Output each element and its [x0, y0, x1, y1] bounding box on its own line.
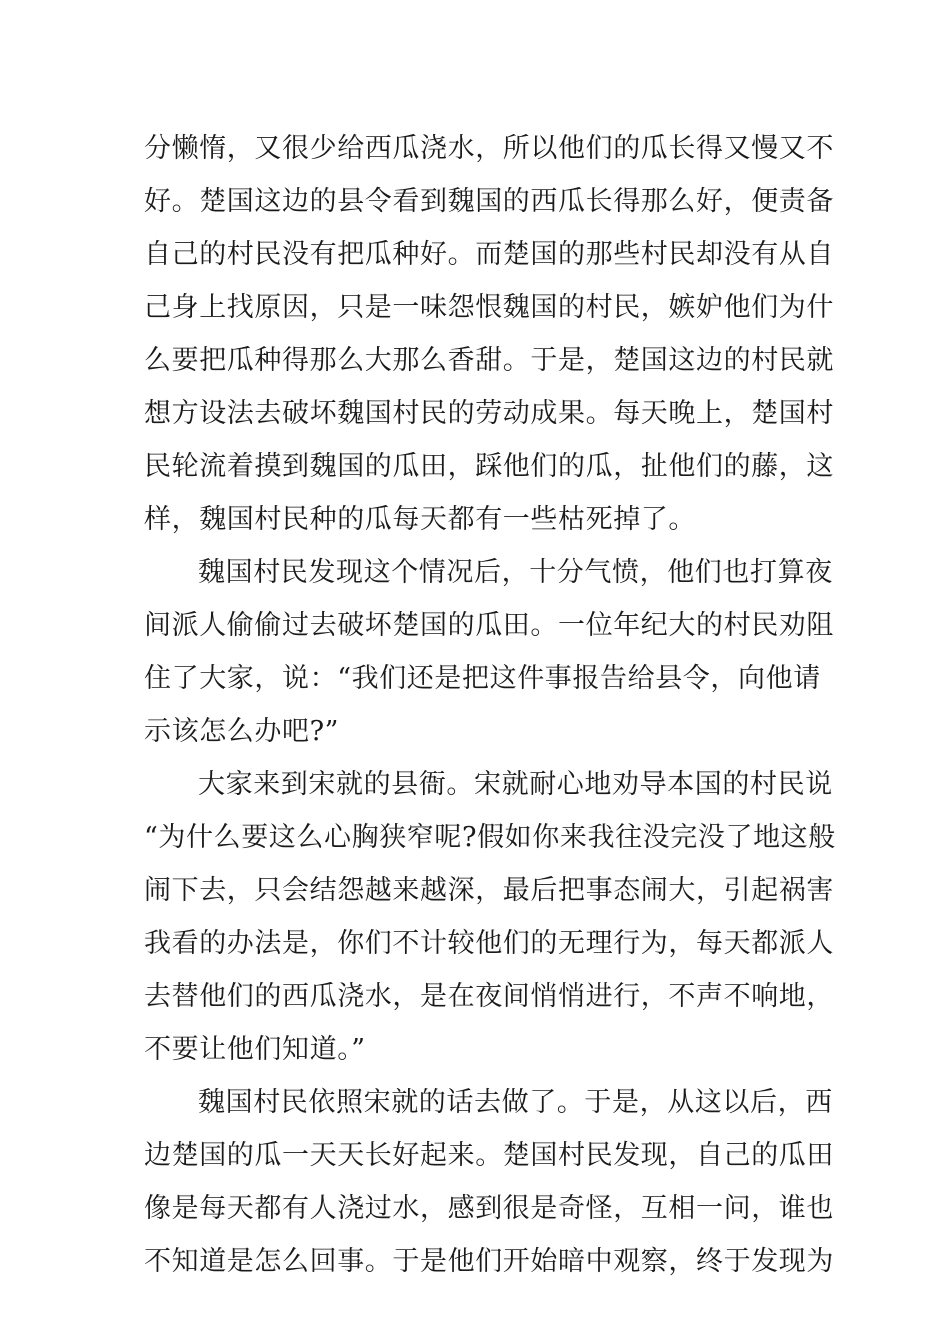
- text-line: 己身上找原因，只是一味怨恨魏国的村民，嫉妒他们为什: [144, 292, 834, 323]
- text-line: 间派人偷偷过去破坏楚国的瓜田。一位年纪大的村民劝阻: [144, 610, 834, 641]
- text-line: 想方设法去破坏魏国村民的劳动成果。每天晚上，楚国村: [144, 398, 834, 429]
- paragraph: [144, 1076, 834, 1288]
- text-line: 像是每天都有人浇过水，感到很是奇怪，互相一问，谁也: [144, 1193, 834, 1224]
- text-line: 民轮流着摸到魏国的瓜田，踩他们的瓜，扯他们的藤，这: [144, 451, 834, 482]
- paragraph: [144, 122, 834, 546]
- text-line-indented: 魏国村民发现这个情况后，十分气愤，他们也打算夜: [198, 557, 833, 588]
- text-line: 边楚国的瓜一天天长好起来。楚国村民发现，自己的瓜田: [144, 1140, 834, 1171]
- paragraph: [144, 546, 834, 758]
- paragraph: [144, 758, 836, 1076]
- text-line: 自己的村民没有把瓜种好。而楚国的那些村民却没有从自: [144, 239, 834, 270]
- text-line: 不知道是怎么回事。于是他们开始暗中观察，终于发现为: [144, 1246, 834, 1277]
- text-line-indented: 魏国村民依照宋就的话去做了。于是，从这以后，西: [198, 1087, 833, 1118]
- text-line: 不要让他们知道。”: [144, 1034, 366, 1065]
- text-line: 闹下去，只会结怨越来越深，最后把事态闹大，引起祸害: [144, 875, 834, 906]
- text-line: “为什么要这么心胸狭窄呢?假如你来我往没完没了地这般: [144, 822, 836, 853]
- text-line: 我看的办法是，你们不计较他们的无理行为，每天都派人: [144, 928, 834, 959]
- text-line: 样，魏国村民种的瓜每天都有一些枯死掉了。: [144, 504, 696, 535]
- text-line: 去替他们的西瓜浇水，是在夜间悄悄进行，不声不响地，: [144, 981, 834, 1012]
- text-line: 好。楚国这边的县令看到魏国的西瓜长得那么好，便责备: [144, 186, 834, 217]
- text-line: 住了大家，说：“我们还是把这件事报告给县令，向他请: [144, 663, 821, 694]
- text-line-indented: 大家来到宋就的县衙。宋就耐心地劝导本国的村民说: [198, 769, 833, 800]
- text-line: 分懒惰，又很少给西瓜浇水，所以他们的瓜长得又慢又不: [144, 133, 834, 164]
- document-body: [144, 122, 836, 1288]
- text-line: 示该怎么办吧?”: [144, 716, 340, 747]
- text-line: 么要把瓜种得那么大那么香甜。于是，楚国这边的村民就: [144, 345, 834, 376]
